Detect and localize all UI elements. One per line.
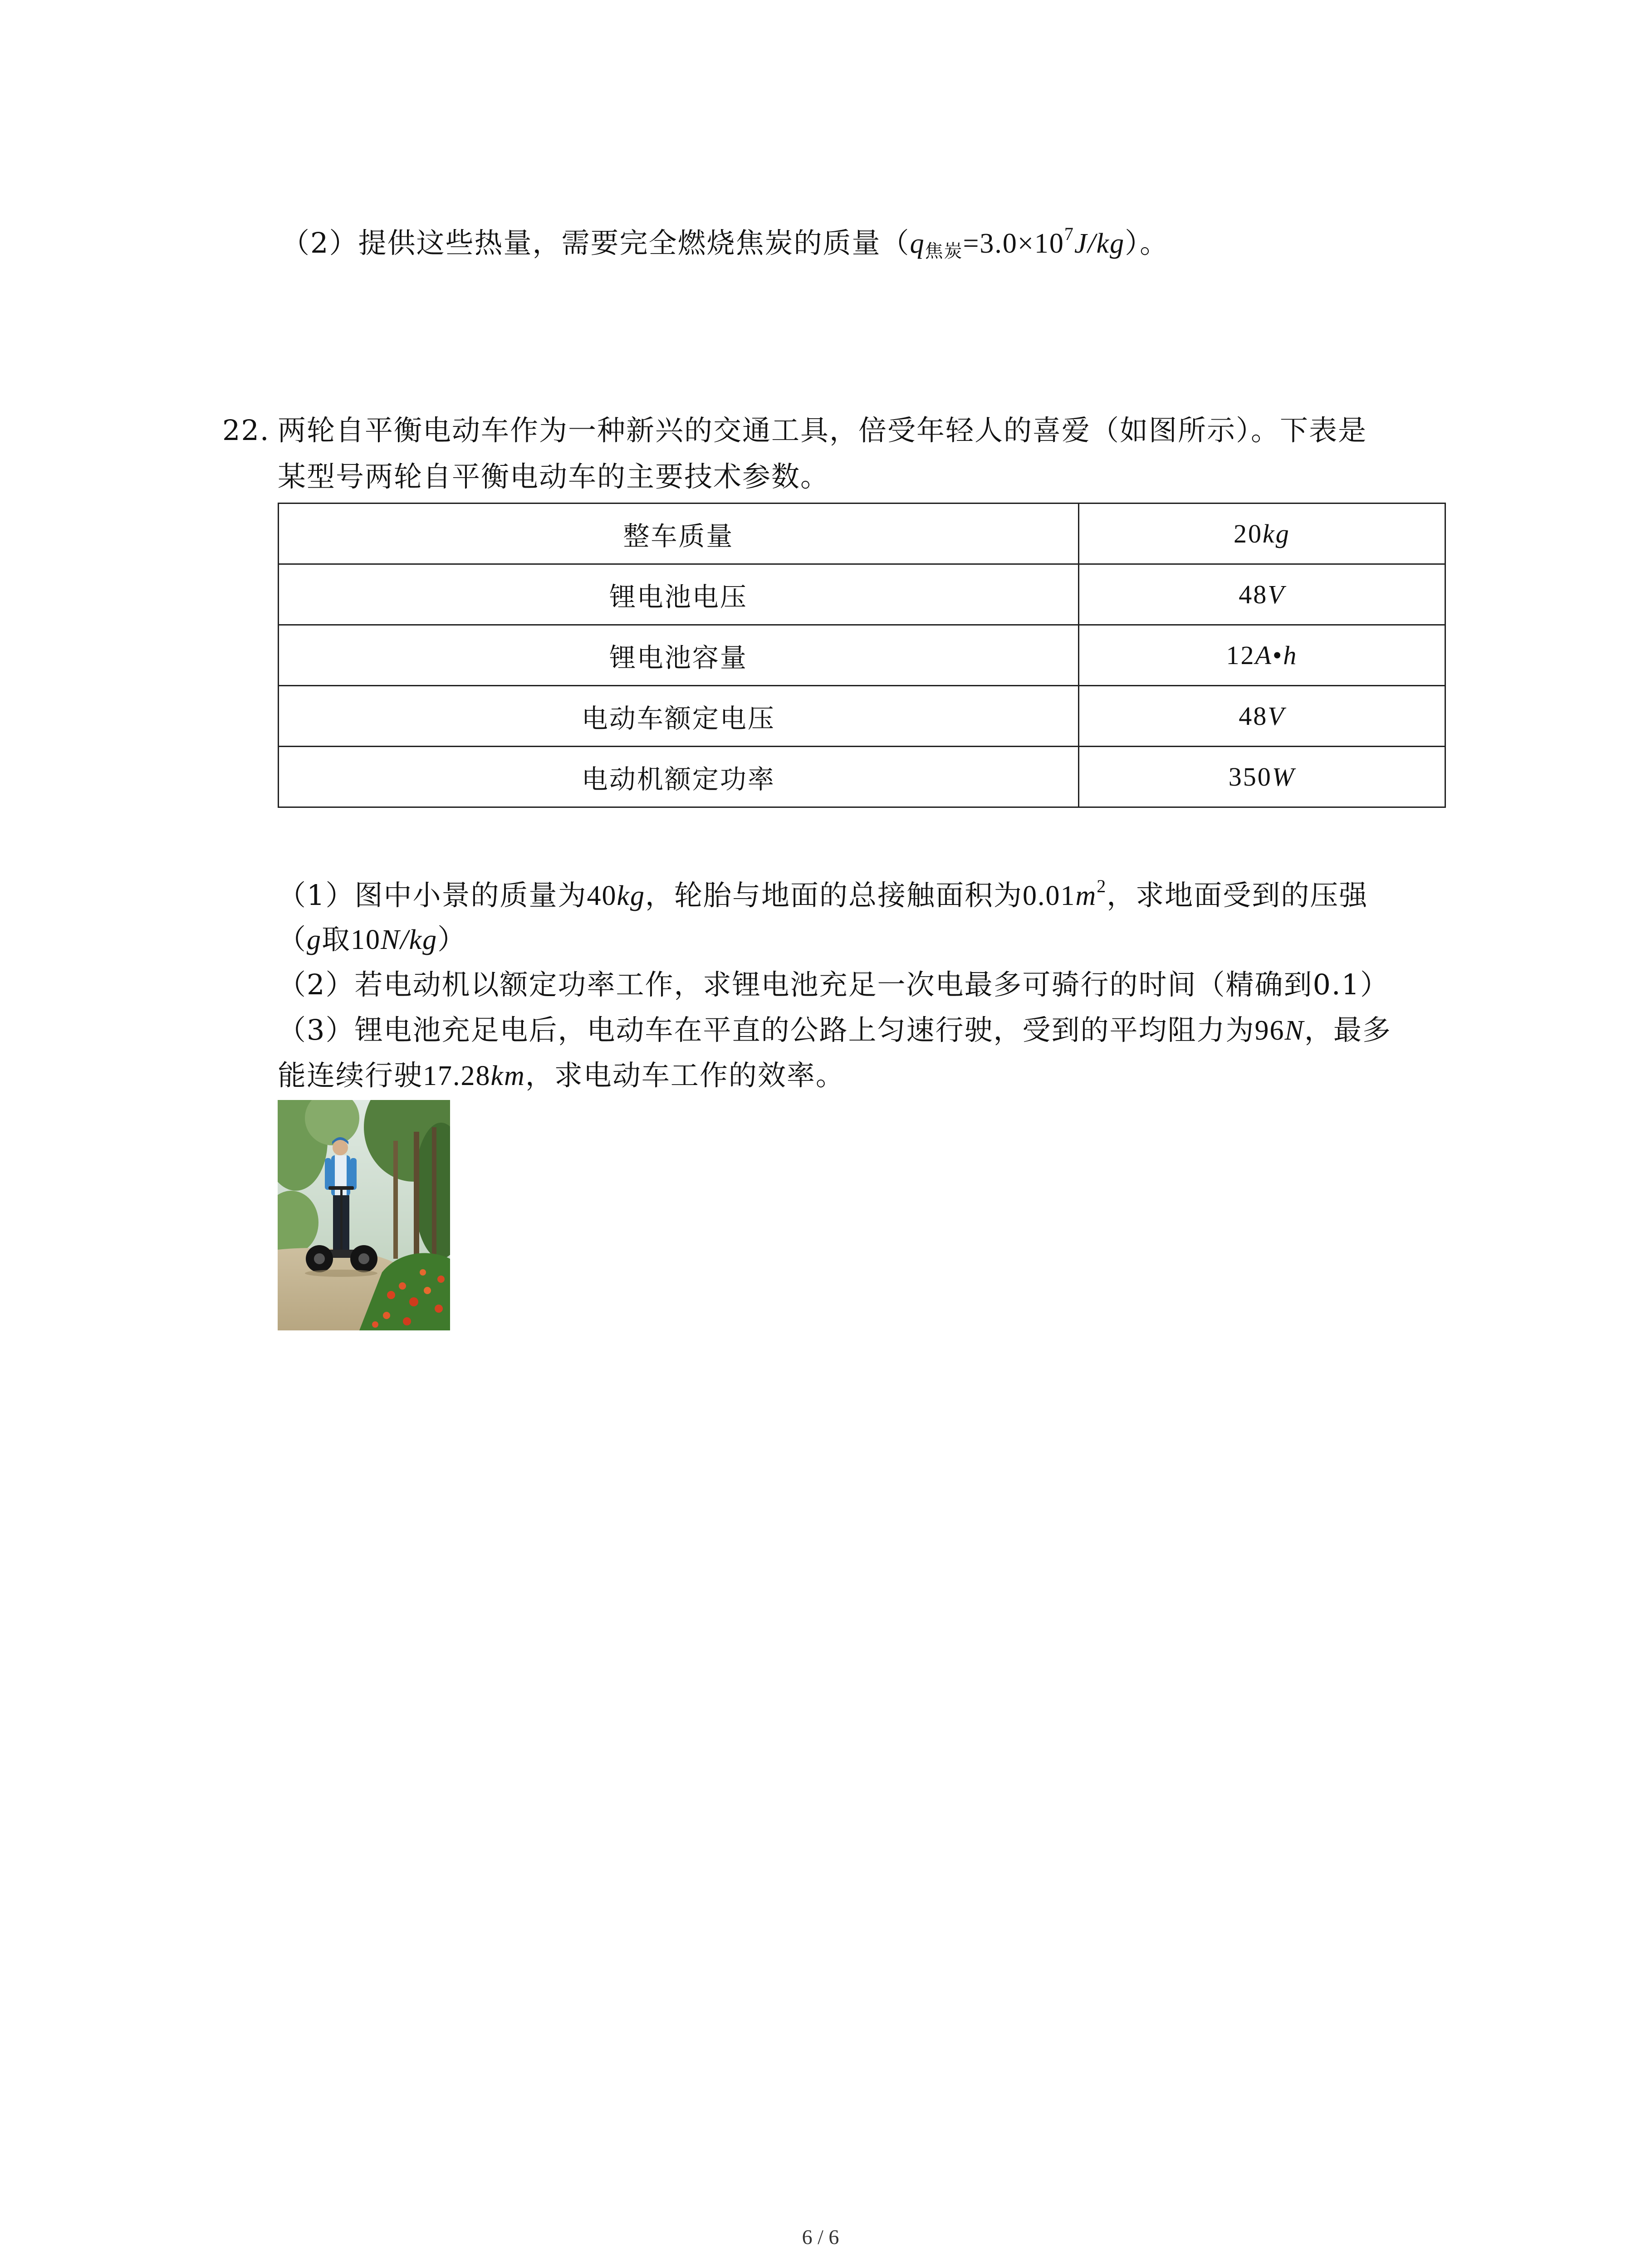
value-unit: A bbox=[1255, 640, 1273, 670]
value-unit: V bbox=[1268, 701, 1285, 731]
table-row bbox=[279, 686, 1445, 747]
q21-q-symbol: q bbox=[910, 228, 925, 259]
value-unit: kg bbox=[1263, 519, 1290, 548]
p1-g-unit: N/kg bbox=[381, 924, 438, 955]
table-cell-label: 锂电池容量 bbox=[279, 625, 1079, 686]
q22-part1-line1 bbox=[278, 875, 1368, 913]
table-row bbox=[279, 564, 1445, 625]
table-cell-value bbox=[1078, 625, 1445, 686]
table-row bbox=[279, 503, 1445, 564]
q22-part1-line2 bbox=[278, 923, 466, 957]
value-number: 48 bbox=[1239, 580, 1268, 609]
q22-number: 22. bbox=[222, 414, 270, 447]
value-dot: • bbox=[1272, 640, 1283, 670]
q21-part2 bbox=[281, 223, 1169, 262]
value-unit: V bbox=[1268, 580, 1285, 609]
p3-distance-number: 17.28 bbox=[423, 1061, 491, 1091]
p3-line2-b: ，求电动车工作的效率。 bbox=[525, 1059, 845, 1092]
p1-area-unit: m bbox=[1075, 880, 1097, 911]
q21-q-value: =3.0×10 bbox=[963, 228, 1064, 259]
p1-g-text: 取 bbox=[322, 923, 351, 956]
value-number: 12 bbox=[1226, 640, 1255, 670]
value-number: 48 bbox=[1239, 701, 1268, 731]
q21-q-subscript: 焦炭 bbox=[925, 241, 963, 262]
table-cell-value bbox=[1078, 503, 1445, 564]
q22-part2: （2）若电动机以额定功率工作，求锂电池充足一次电最多可骑行的时间（精确到0.1） bbox=[278, 968, 1390, 1001]
p1-g-symbol: g bbox=[307, 924, 322, 955]
p3-line2-a: 能连续行驶 bbox=[278, 1059, 423, 1092]
p3-text-a: （3）锂电池充足电后，电动车在平直的公路上匀速行驶，受到的平均阻力为 bbox=[278, 1013, 1255, 1046]
p1-text-a: （1）图中小景的质量为 bbox=[278, 879, 587, 912]
q21-part2-prefix: （2）提供这些热量，需要完全燃烧焦炭的质量（ bbox=[281, 226, 910, 259]
p1-close-paren: ） bbox=[437, 923, 467, 956]
p3-text-b: ，最多 bbox=[1304, 1013, 1391, 1046]
page-number: 6 / 6 bbox=[802, 2225, 839, 2248]
p3-force-number: 96 bbox=[1254, 1015, 1285, 1046]
spec-table bbox=[278, 503, 1446, 808]
p1-area-number: 0.01 bbox=[1023, 880, 1076, 911]
q22-intro-line2: 某型号两轮自平衡电动车的主要技术参数。 bbox=[278, 460, 830, 493]
table-cell-label: 电动车额定电压 bbox=[279, 686, 1079, 747]
table-row bbox=[279, 625, 1445, 686]
p3-distance-unit: km bbox=[490, 1061, 525, 1091]
p1-text-b: ，轮胎与地面的总接触面积为 bbox=[645, 879, 1023, 912]
p1-g-number: 10 bbox=[351, 924, 381, 955]
table-cell-label: 整车质量 bbox=[279, 503, 1079, 564]
q21-part2-suffix: ）。 bbox=[1125, 226, 1169, 259]
table-row bbox=[279, 747, 1445, 807]
p3-force-unit: N bbox=[1284, 1015, 1304, 1046]
p1-mass-unit: kg bbox=[617, 880, 645, 911]
q21-q-exponent: 7 bbox=[1064, 224, 1074, 244]
scooter-rider-photo bbox=[278, 1100, 450, 1330]
value-number: 350 bbox=[1228, 762, 1272, 792]
table-cell-label: 锂电池电压 bbox=[279, 564, 1079, 625]
value-unit: h bbox=[1283, 640, 1298, 670]
q21-q-unit: J/kg bbox=[1074, 228, 1125, 259]
table-cell-value bbox=[1078, 686, 1445, 747]
table-cell-value bbox=[1078, 747, 1445, 807]
value-number: 20 bbox=[1234, 519, 1263, 548]
table-cell-label: 电动机额定功率 bbox=[279, 747, 1079, 807]
value-unit: W bbox=[1272, 762, 1296, 792]
q22-part3-line1 bbox=[278, 1013, 1391, 1047]
p1-text-c: ，求地面受到的压强 bbox=[1107, 879, 1368, 912]
p1-open-paren: （ bbox=[278, 923, 307, 956]
q22-part3-line2 bbox=[278, 1059, 845, 1093]
q22-intro-line1: 两轮自平衡电动车作为一种新兴的交通工具，倍受年轻人的喜爱（如图所示）。下表是 bbox=[278, 414, 1367, 447]
p1-mass-number: 40 bbox=[587, 880, 617, 911]
p1-area-exponent: 2 bbox=[1097, 876, 1107, 896]
table-cell-value bbox=[1078, 564, 1445, 625]
